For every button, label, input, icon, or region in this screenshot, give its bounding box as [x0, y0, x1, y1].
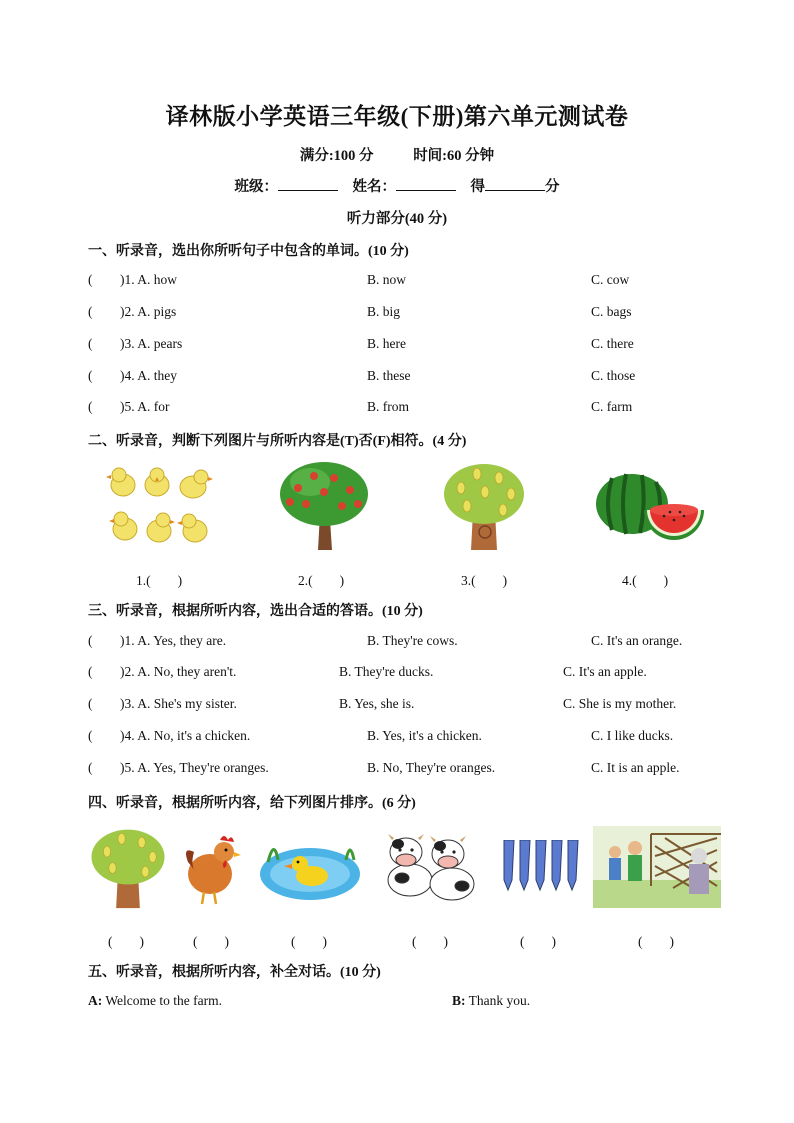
s1-row-3-option-a: )3. A. pears: [120, 336, 183, 351]
time-limit: 时间:60 分钟: [413, 148, 495, 164]
s1-row-1-option-a: )1. A. how: [120, 272, 177, 287]
section-4-title: 四、听录音，根据所听内容，给下列图片排序。(6 分): [88, 796, 416, 811]
s3-row-2-option-b: B. They're ducks.: [339, 664, 434, 679]
s3-row-4-option-b: B. Yes, it's a chicken.: [367, 728, 482, 743]
pear-tree-icon: [88, 826, 168, 910]
s1-row-1-option-b: B. now: [367, 272, 407, 287]
pear-tree-icon: [441, 460, 527, 552]
listening-part-title: 听力部分(40 分): [346, 211, 448, 227]
s1-row-2-answer-paren[interactable]: (: [88, 304, 93, 319]
s4-label-6[interactable]: ( ): [638, 934, 674, 949]
s1-row-1-option-c: C. cow: [591, 272, 630, 287]
s3-row-5-option-a: )5. A. Yes, They're oranges.: [120, 760, 269, 775]
s3-row-2-option-c: C. It's an apple.: [563, 664, 647, 679]
s1-row-3-option-b: B. here: [367, 336, 406, 351]
s3-row-1-option-c: C. It's an orange.: [591, 633, 683, 648]
exam-meta: [0, 144, 794, 165]
s1-row-4-option-a: )4. A. they: [120, 368, 177, 383]
apple-tree-icon: [276, 458, 372, 554]
score-unit: 分: [545, 179, 560, 195]
s2-label-1[interactable]: 1.( ): [136, 573, 183, 588]
s2-label-4[interactable]: 4.( ): [622, 573, 669, 588]
page-title: 译林版小学英语三年级(下册)第六单元测试卷: [165, 104, 629, 129]
s3-row-5-option-c: C. It is an apple.: [591, 760, 680, 775]
s1-row-5-option-a: )5. A. for: [120, 399, 170, 414]
s3-row-1-option-b: B. They're cows.: [367, 633, 458, 648]
s4-label-1[interactable]: ( ): [108, 934, 144, 949]
section-5-title: 五、听录音，根据所听内容，补全对话。(10 分): [88, 965, 381, 980]
s3-row-5-answer-paren[interactable]: (: [88, 760, 93, 775]
farm-visit-icon: [593, 826, 721, 908]
s1-row-2-option-b: B. big: [367, 304, 401, 319]
s1-row-4-option-c: C. those: [591, 368, 636, 383]
duck-icon: [258, 832, 362, 904]
hen-icon: [182, 832, 242, 906]
s1-row-3-answer-paren[interactable]: (: [88, 336, 93, 351]
s3-row-3-answer-paren[interactable]: (: [88, 696, 93, 711]
s3-row-4-option-c: C. I like ducks.: [591, 728, 674, 743]
watermelon-icon: [590, 470, 706, 546]
s2-label-3[interactable]: 3.( ): [461, 573, 508, 588]
pencils-icon: [498, 840, 580, 896]
class-label: 班级：: [234, 179, 278, 195]
cows-icon: [378, 832, 486, 906]
score-label: 得: [470, 179, 485, 195]
class-blank[interactable]: [278, 178, 338, 191]
name-blank[interactable]: [396, 178, 456, 191]
section-2-title: 二、听录音，判断下列图片与所听内容是(T)否(F)相符。(4 分): [88, 434, 467, 449]
s3-row-2-answer-paren[interactable]: (: [88, 664, 93, 679]
score-blank[interactable]: [485, 178, 545, 191]
s4-label-4[interactable]: ( ): [412, 934, 448, 949]
s3-row-3-option-b: B. Yes, she is.: [339, 696, 415, 711]
name-label: 姓名：: [352, 179, 396, 195]
s1-row-5-option-c: C. farm: [591, 399, 633, 414]
full-score: 满分:100 分: [299, 148, 374, 164]
s1-row-5-answer-paren[interactable]: (: [88, 399, 93, 414]
s3-row-3-option-a: )3. A. She's my sister.: [120, 696, 237, 711]
chicks-icon: [105, 463, 217, 553]
s1-row-2-option-a: )2. A. pigs: [120, 304, 177, 319]
line-b-text: Thank you.: [465, 993, 531, 1008]
s1-row-4-option-b: B. these: [367, 368, 411, 383]
s4-label-3[interactable]: ( ): [291, 934, 327, 949]
s4-label-5[interactable]: ( ): [520, 934, 556, 949]
s3-row-3-option-c: C. She is my mother.: [563, 696, 677, 711]
student-info: [0, 175, 794, 196]
s1-row-4-answer-paren[interactable]: (: [88, 368, 93, 383]
speaker-a: A:: [88, 993, 103, 1008]
s1-row-3-option-c: C. there: [591, 336, 634, 351]
line-a-text: Welcome to the farm.: [102, 993, 222, 1008]
dialogue-line-b: [452, 993, 530, 1009]
s1-row-1-answer-paren[interactable]: (: [88, 272, 93, 287]
s3-row-1-option-a: )1. A. Yes, they are.: [120, 633, 227, 648]
section-1-title: 一、听录音，选出你所听句子中包含的单词。(10 分): [88, 244, 409, 259]
speaker-b: B:: [452, 993, 466, 1008]
s4-label-2[interactable]: ( ): [193, 934, 229, 949]
s3-row-1-answer-paren[interactable]: (: [88, 633, 93, 648]
section-3-title: 三、听录音，根据所听内容，选出合适的答语。(10 分): [88, 604, 423, 619]
s1-row-2-option-c: C. bags: [591, 304, 632, 319]
s2-label-2[interactable]: 2.( ): [298, 573, 345, 588]
s3-row-4-answer-paren[interactable]: (: [88, 728, 93, 743]
s3-row-2-option-a: )2. A. No, they aren't.: [120, 664, 237, 679]
s3-row-5-option-b: B. No, They're oranges.: [367, 760, 496, 775]
s3-row-4-option-a: )4. A. No, it's a chicken.: [120, 728, 251, 743]
s1-row-5-option-b: B. from: [367, 399, 409, 414]
dialogue-line-a: [88, 993, 222, 1009]
